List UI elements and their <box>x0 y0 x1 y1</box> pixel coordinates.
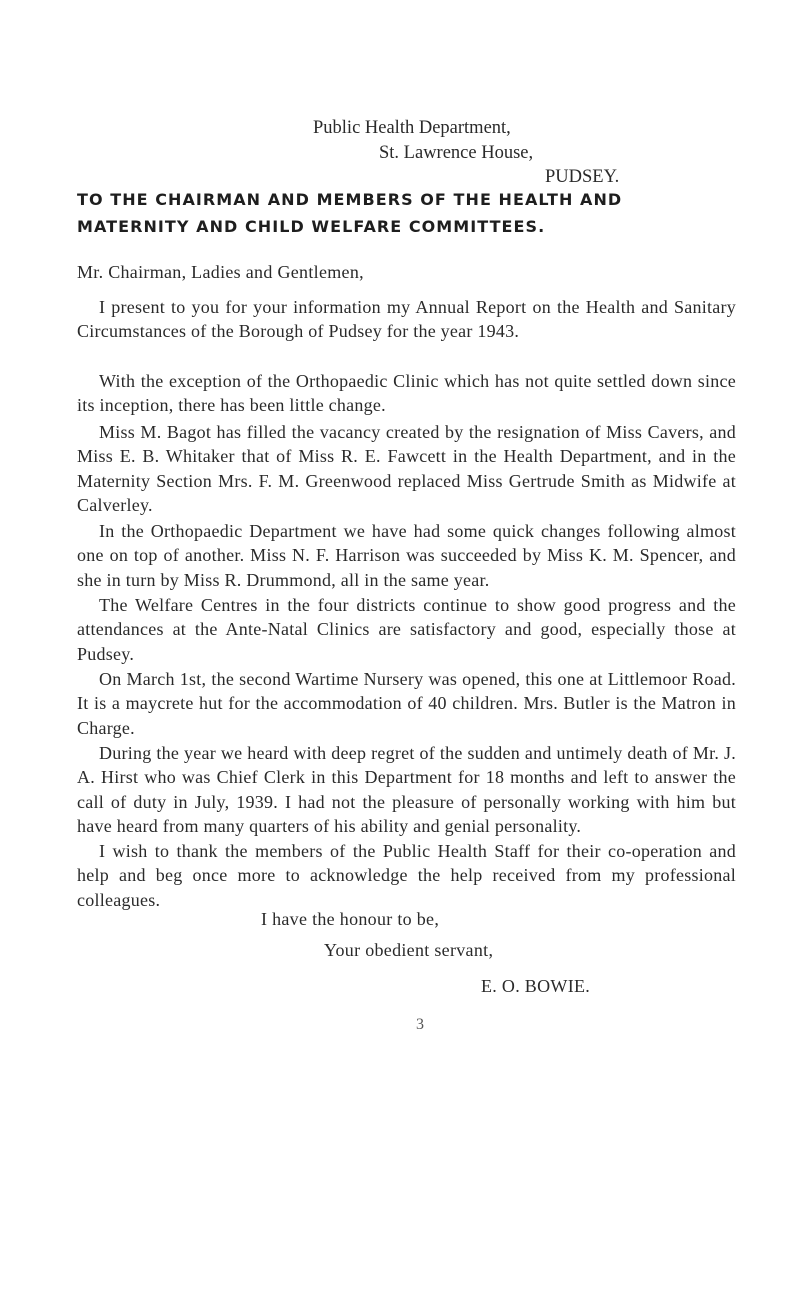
paragraph-orthopaedic-department: In the Orthopaedic Department we have had some quick changes following almost one on top of another. Miss N. F. Harrison was succeeded by Miss K. M. Spencer, and she in turn by Miss R. Drummond, all in the same year. <box>77 521 736 590</box>
address-line-2: St. Lawrence House, <box>379 143 534 163</box>
paragraph-obituary: During the year we heard with deep regret of the sudden and untimely death of Mr. J. A. Hirst who was Chief Clerk in this Department for 18 months and left to answer the call of duty in July, 1939. I had not the pleasure of personally working with him but have heard from many quarters of his ability and genial personality. <box>77 743 736 836</box>
salutation: Mr. Chairman, Ladies and Gentlemen, <box>77 262 364 282</box>
address-line-3: PUDSEY. <box>545 167 620 187</box>
paragraph-wartime-nursery: On March 1st, the second Wartime Nursery was opened, this one at Littlemoor Road. It is a maycrete hut for the accommodation of 40 children. Mrs. Butler is the Matron in Charge. <box>77 669 736 738</box>
closing-line-2: Your obedient servant, <box>324 940 494 960</box>
paragraph-orthopaedic-clinic: With the exception of the Orthopaedic Clinic which has not quite settled down since its inception, there has been little change. <box>77 371 736 416</box>
paragraph-welfare-centres: The Welfare Centres in the four districts continue to show good progress and the attendances at the Ante-Natal Clinics are satisfactory and good, especially those at Pudsey. <box>77 595 736 664</box>
heading-line-2: MATERNITY AND CHILD WELFARE COMMITTEES. <box>77 217 546 236</box>
address-line-1: Public Health Department, <box>313 118 511 138</box>
signature: E. O. BOWIE. <box>481 976 591 996</box>
closing-line-1: I have the honour to be, <box>261 909 440 929</box>
paragraph-annual-report: I present to you for your information my Annual Report on the Health and Sanitary Circumstances of the Borough of Pudsey for the year 1943. <box>77 297 736 342</box>
page-number: 3 <box>416 1016 424 1033</box>
heading-line-1: TO THE CHAIRMAN AND MEMBERS OF THE HEALTH AND <box>77 190 623 209</box>
paragraph-thanks: I wish to thank the members of the Public Health Staff for their co-operation and help and beg once more to acknowledge the help received from my professional colleagues. <box>77 841 736 910</box>
paragraph-staff-changes: Miss M. Bagot has filled the vacancy created by the resignation of Miss Cavers, and Miss E. B. Whitaker that of Miss R. E. Fawcett in the Health Department, and in the Maternity Section Mrs. F. M. Greenwood replaced Miss Gertrude Smith as Midwife at Calverley. <box>77 422 736 515</box>
